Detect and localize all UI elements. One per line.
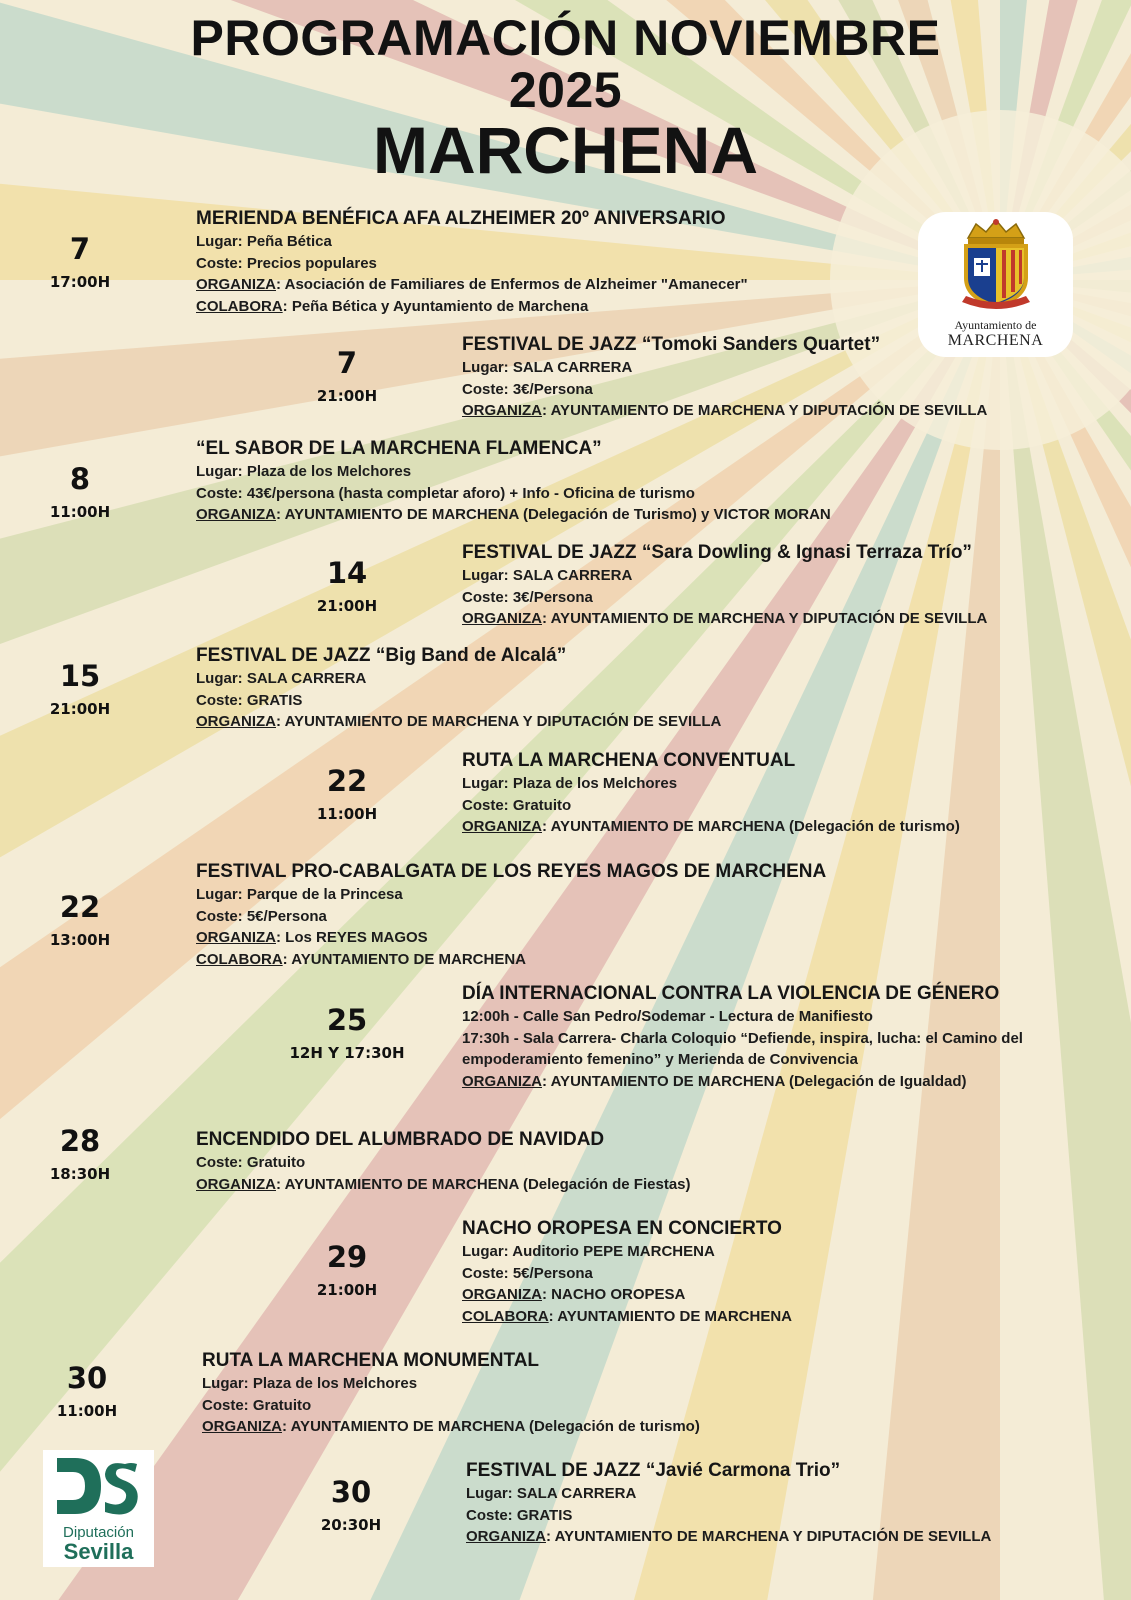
event-detail-text: Coste: 3€/Persona bbox=[462, 588, 593, 606]
event-detail-text: : AYUNTAMIENTO DE MARCHENA (Delegación de Igualdad) bbox=[542, 1072, 967, 1090]
event-item bbox=[196, 207, 1120, 317]
event-detail-line bbox=[202, 1416, 1120, 1438]
event-detail-text: Lugar: SALA CARRERA bbox=[462, 567, 633, 584]
event-time: 17:00H bbox=[49, 273, 111, 291]
event-detail-line bbox=[462, 1284, 1120, 1306]
event-detail-line bbox=[196, 1152, 1120, 1174]
event-item bbox=[196, 437, 1120, 526]
event-detail-line bbox=[466, 1526, 1120, 1548]
event-detail-label: ORGANIZA bbox=[462, 610, 542, 627]
event-time: 11:00H bbox=[56, 1402, 118, 1420]
event-detail-line bbox=[462, 795, 1120, 817]
event-item bbox=[462, 333, 1120, 422]
event-detail-text: : Los REYES MAGOS bbox=[276, 929, 428, 946]
event-detail-text: : AYUNTAMIENTO DE MARCHENA Y DIPUTACIÓN DE SEVILLA bbox=[546, 1528, 992, 1545]
event-detail-text: empoderamiento femenino” y Merienda de Convivencia bbox=[462, 1051, 858, 1068]
event-time: 21:00H bbox=[49, 700, 111, 718]
event-detail-label: ORGANIZA bbox=[462, 818, 542, 835]
event-day: 25 bbox=[326, 1003, 368, 1037]
event-date bbox=[15, 660, 145, 718]
event-detail-label: ORGANIZA bbox=[196, 929, 276, 946]
event-date bbox=[15, 1125, 145, 1183]
title-town: MARCHENA bbox=[373, 113, 758, 187]
event-detail-line bbox=[196, 231, 1120, 253]
diputacion-mark-icon bbox=[49, 1450, 149, 1520]
event-date bbox=[15, 233, 145, 291]
event-detail-text: : Peña Bética y Ayuntamiento de Marchena bbox=[282, 297, 589, 315]
event-detail-label: COLABORA bbox=[196, 297, 283, 315]
event-detail-text: : AYUNTAMIENTO DE MARCHENA (Delegación de Turismo) y VICTOR MORAN bbox=[276, 506, 831, 523]
event-detail-line bbox=[462, 1049, 1120, 1071]
event-title: RUTA LA MARCHENA CONVENTUAL bbox=[462, 750, 796, 771]
event-title: MERIENDA BENÉFICA AFA ALZHEIMER 20º ANIVERSARIO bbox=[196, 208, 726, 229]
event-detail-label: COLABORA bbox=[196, 950, 283, 968]
event-detail-line bbox=[202, 1373, 1120, 1395]
event-detail-line bbox=[196, 274, 1120, 296]
event-day: 15 bbox=[59, 659, 101, 693]
event-detail-line bbox=[462, 1071, 1120, 1093]
event-time: 13:00H bbox=[49, 931, 111, 949]
event-detail-text: 12:00h - Calle San Pedro/Sodemar - Lectura de Manifiesto bbox=[462, 1008, 873, 1025]
event-detail-text: Lugar: SALA CARRERA bbox=[196, 670, 367, 687]
event-date bbox=[282, 1004, 412, 1062]
event-detail-text: : AYUNTAMIENTO DE MARCHENA bbox=[548, 1307, 793, 1325]
event-time: 11:00H bbox=[49, 503, 111, 521]
event-day: 30 bbox=[66, 1361, 108, 1395]
event-detail-text: Coste: Gratuito bbox=[202, 1396, 312, 1414]
event-item bbox=[196, 860, 1120, 970]
event-detail-line bbox=[462, 1306, 1120, 1328]
event-detail-text: Lugar: Auditorio PEPE MARCHENA bbox=[462, 1243, 715, 1260]
event-detail-line bbox=[462, 608, 1120, 630]
event-item bbox=[196, 644, 1120, 733]
event-time: 18:30H bbox=[49, 1165, 111, 1183]
event-detail-text: Coste: 43€/persona (hasta completar aforo) + Info - Oficina de turismo bbox=[196, 484, 695, 502]
event-detail-label: ORGANIZA bbox=[196, 713, 276, 730]
event-detail-text: : AYUNTAMIENTO DE MARCHENA bbox=[282, 950, 527, 968]
event-detail-line bbox=[196, 504, 1120, 526]
event-detail-text: Lugar: SALA CARRERA bbox=[462, 359, 633, 376]
event-detail-line bbox=[196, 906, 1120, 928]
event-detail-text: Coste: Gratuito bbox=[462, 796, 572, 814]
ayuntamiento-logo-text-1: Ayuntamiento de bbox=[954, 318, 1037, 332]
event-date bbox=[282, 765, 412, 823]
event-day: 8 bbox=[69, 462, 91, 496]
event-title: DÍA INTERNACIONAL CONTRA LA VIOLENCIA DE GÉNERO bbox=[462, 983, 1000, 1004]
event-detail-line bbox=[196, 296, 1120, 318]
event-detail-text: Lugar: Plaza de los Melchores bbox=[202, 1375, 418, 1392]
event-detail-label: ORGANIZA bbox=[462, 1072, 542, 1090]
event-detail-line bbox=[196, 668, 1120, 690]
event-item bbox=[462, 982, 1120, 1092]
event-detail-line bbox=[462, 1006, 1120, 1028]
event-detail-label: ORGANIZA bbox=[462, 402, 542, 419]
event-detail-text: : AYUNTAMIENTO DE MARCHENA Y DIPUTACIÓN DE SEVILLA bbox=[542, 402, 988, 419]
event-detail-label: ORGANIZA bbox=[462, 1286, 542, 1303]
event-detail-text: Lugar: Peña Bética bbox=[196, 233, 332, 250]
event-date bbox=[282, 347, 412, 405]
event-day: 28 bbox=[59, 1124, 101, 1158]
title-month: PROGRAMACIÓN NOVIEMBRE bbox=[190, 10, 941, 66]
event-detail-text: Coste: Gratuito bbox=[196, 1154, 306, 1171]
event-detail-label: COLABORA bbox=[462, 1307, 549, 1325]
event-detail-line bbox=[462, 565, 1120, 587]
event-date bbox=[286, 1476, 416, 1534]
ayuntamiento-logo-text-2: MARCHENA bbox=[947, 332, 1044, 349]
event-time: 21:00H bbox=[316, 1281, 378, 1299]
event-detail-line bbox=[202, 1395, 1120, 1417]
diputacion-logo-text-2: Sevilla bbox=[63, 1539, 134, 1564]
event-detail-label: ORGANIZA bbox=[196, 506, 276, 523]
event-detail-line bbox=[196, 483, 1120, 505]
event-detail-line bbox=[466, 1483, 1120, 1505]
event-title: FESTIVAL DE JAZZ “Big Band de Alcalá” bbox=[196, 645, 567, 666]
event-detail-line bbox=[462, 1028, 1120, 1050]
event-detail-text: : AYUNTAMIENTO DE MARCHENA (Delegación de turismo) bbox=[542, 818, 960, 835]
event-date bbox=[15, 463, 145, 521]
event-item bbox=[462, 541, 1120, 630]
event-title: RUTA LA MARCHENA MONUMENTAL bbox=[202, 1350, 540, 1371]
event-detail-text: Coste: Precios populares bbox=[196, 254, 377, 272]
event-title: “EL SABOR DE LA MARCHENA FLAMENCA” bbox=[196, 438, 602, 459]
event-detail-line bbox=[462, 1263, 1120, 1285]
event-detail-label: ORGANIZA bbox=[202, 1418, 282, 1435]
event-time: 20:30H bbox=[320, 1516, 382, 1534]
event-detail-text: : AYUNTAMIENTO DE MARCHENA (Delegación de Fiestas) bbox=[276, 1175, 691, 1193]
diputacion-logo bbox=[43, 1450, 154, 1567]
event-detail-line bbox=[196, 884, 1120, 906]
event-detail-line bbox=[196, 461, 1120, 483]
event-detail-text: : AYUNTAMIENTO DE MARCHENA Y DIPUTACIÓN DE SEVILLA bbox=[276, 713, 722, 730]
event-detail-text: : Asociación de Familiares de Enfermos de Alzheimer "Amanecer" bbox=[276, 276, 748, 293]
event-detail-line bbox=[462, 1241, 1120, 1263]
event-time: 12H Y 17:30H bbox=[289, 1044, 405, 1062]
event-item bbox=[202, 1349, 1120, 1438]
event-detail-text: Lugar: Plaza de los Melchores bbox=[196, 463, 412, 480]
event-detail-text: : NACHO OROPESA bbox=[542, 1286, 686, 1303]
title-year: 2025 bbox=[508, 62, 623, 118]
event-date bbox=[15, 891, 145, 949]
event-detail-line bbox=[462, 816, 1120, 838]
diputacion-logo-text-1: Diputación bbox=[63, 1524, 134, 1541]
event-title: FESTIVAL PRO-CABALGATA DE LOS REYES MAGOS DE MARCHENA bbox=[196, 861, 827, 882]
event-detail-line bbox=[462, 587, 1120, 609]
event-title: ENCENDIDO DEL ALUMBRADO DE NAVIDAD bbox=[196, 1129, 605, 1150]
event-day: 7 bbox=[336, 346, 358, 380]
event-detail-line bbox=[462, 400, 1120, 422]
event-detail-line bbox=[462, 379, 1120, 401]
event-date bbox=[282, 1241, 412, 1299]
event-detail-line bbox=[462, 773, 1120, 795]
event-detail-text: Coste: GRATIS bbox=[466, 1506, 573, 1524]
header bbox=[0, 12, 1131, 186]
event-detail-label: ORGANIZA bbox=[196, 1175, 276, 1193]
event-day: 14 bbox=[326, 556, 368, 590]
event-day: 29 bbox=[326, 1240, 368, 1274]
event-time: 21:00H bbox=[316, 387, 378, 405]
event-item bbox=[466, 1459, 1120, 1548]
event-day: 22 bbox=[326, 764, 368, 798]
event-title: FESTIVAL DE JAZZ “Sara Dowling & Ignasi Terraza Trío” bbox=[462, 542, 972, 563]
event-item bbox=[462, 749, 1120, 838]
event-detail-text: Coste: GRATIS bbox=[196, 691, 303, 709]
event-detail-text: : AYUNTAMIENTO DE MARCHENA (Delegación de turismo) bbox=[282, 1418, 700, 1435]
event-day: 22 bbox=[59, 890, 101, 924]
event-item bbox=[462, 1217, 1120, 1327]
event-detail-label: ORGANIZA bbox=[466, 1528, 546, 1545]
event-detail-line bbox=[196, 949, 1120, 971]
event-item bbox=[196, 1128, 1120, 1195]
event-day: 7 bbox=[69, 232, 91, 266]
event-detail-text: 17:30h - Sala Carrera- Charla Coloquio “Defiende, inspira, lucha: el Camino del bbox=[462, 1029, 1023, 1047]
event-detail-text: Lugar: Parque de la Princesa bbox=[196, 886, 403, 903]
event-detail-line bbox=[466, 1505, 1120, 1527]
event-detail-text: Coste: 5€/Persona bbox=[462, 1264, 593, 1282]
event-detail-text: Lugar: SALA CARRERA bbox=[466, 1485, 637, 1502]
event-title: FESTIVAL DE JAZZ “Tomoki Sanders Quartet” bbox=[462, 334, 881, 355]
event-detail-text: Coste: 3€/Persona bbox=[462, 380, 593, 398]
event-date bbox=[22, 1362, 152, 1420]
event-detail-line bbox=[196, 927, 1120, 949]
event-detail-label: ORGANIZA bbox=[196, 276, 276, 293]
event-date bbox=[282, 557, 412, 615]
event-detail-line bbox=[196, 690, 1120, 712]
event-title: FESTIVAL DE JAZZ “Javié Carmona Trio” bbox=[466, 1460, 841, 1481]
event-detail-text: : AYUNTAMIENTO DE MARCHENA Y DIPUTACIÓN DE SEVILLA bbox=[542, 610, 988, 627]
event-detail-line bbox=[196, 1174, 1120, 1196]
event-detail-text: Coste: 5€/Persona bbox=[196, 907, 327, 925]
event-title: NACHO OROPESA EN CONCIERTO bbox=[462, 1218, 782, 1239]
event-day: 30 bbox=[330, 1475, 372, 1509]
event-time: 11:00H bbox=[316, 805, 378, 823]
event-detail-line bbox=[462, 357, 1120, 379]
event-detail-line bbox=[196, 711, 1120, 733]
event-detail-line bbox=[196, 253, 1120, 275]
event-time: 21:00H bbox=[316, 597, 378, 615]
event-detail-text: Lugar: Plaza de los Melchores bbox=[462, 775, 678, 792]
